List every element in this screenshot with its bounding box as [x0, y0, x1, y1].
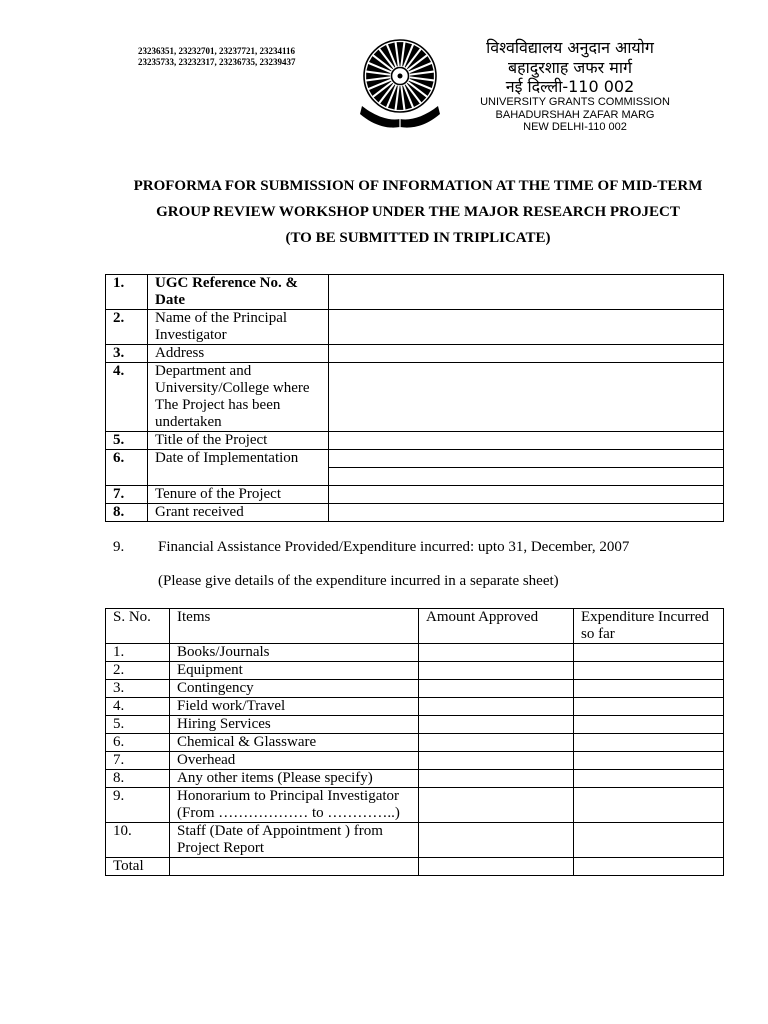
expenditure-cell — [574, 770, 724, 788]
row-sno: 6. — [106, 734, 170, 752]
amount-cell — [419, 644, 574, 662]
amount-cell — [419, 680, 574, 698]
row-sno: 2. — [106, 662, 170, 680]
field-label-principal-investigator: Name of the Principal Investigator — [148, 310, 329, 345]
amount-cell — [419, 734, 574, 752]
row-sno: 3. — [106, 680, 170, 698]
expenditure-cell — [574, 734, 724, 752]
header-items: Items — [170, 609, 419, 644]
row-item: Honorarium to Principal Investigator (From ……………… to …………..) — [170, 788, 419, 823]
phone-numbers — [138, 46, 296, 68]
expenditure-table — [105, 608, 724, 876]
item-number: 1. — [106, 275, 148, 310]
field-label-department: Department and University/College where The Project has been undertaken — [148, 363, 329, 432]
expenditure-cell — [574, 698, 724, 716]
expenditure-row — [106, 734, 724, 752]
info-row — [106, 310, 724, 345]
expenditure-row — [106, 698, 724, 716]
row-item: Staff (Date of Appointment ) from Project Report — [170, 823, 419, 858]
field-value-cell — [329, 363, 724, 432]
row-sno: 1. — [106, 644, 170, 662]
expenditure-cell — [574, 823, 724, 858]
item9-text: Financial Assistance Provided/Expenditure incurred: upto 31, December, 2007 — [158, 539, 630, 555]
emblem-ray — [397, 86, 404, 110]
expenditure-header-row — [106, 609, 724, 644]
amount-cell — [419, 823, 574, 858]
field-value-cell — [329, 345, 724, 363]
info-row — [106, 275, 724, 310]
hindi-address-block — [460, 38, 680, 97]
expenditure-cell — [574, 644, 724, 662]
row-item: Equipment — [170, 662, 419, 680]
total-amount-cell — [419, 858, 574, 876]
field-label-implementation-date: Date of Implementation — [148, 450, 329, 486]
field-label-address: Address — [148, 345, 329, 363]
phone-line: 23235733, 23232317, 23236735, 23239437 — [138, 57, 296, 67]
expenditure-cell — [574, 716, 724, 734]
expenditure-body — [106, 609, 724, 876]
info-row — [106, 345, 724, 363]
row-item: Books/Journals — [170, 644, 419, 662]
expenditure-row — [106, 662, 724, 680]
expenditure-row — [106, 752, 724, 770]
street: BAHADURSHAH ZAFAR MARG — [495, 108, 655, 121]
row-item: Hiring Services — [170, 716, 419, 734]
amount-cell — [419, 752, 574, 770]
city: NEW DELHI-110 002 — [523, 121, 627, 133]
expenditure-row — [106, 770, 724, 788]
item-number: 6. — [106, 450, 148, 486]
amount-cell — [419, 662, 574, 680]
header-amount-approved: Amount Approved — [419, 609, 574, 644]
info-row — [106, 504, 724, 522]
row-sno: 7. — [106, 752, 170, 770]
field-value-cell — [329, 310, 724, 345]
title-line: PROFORMA FOR SUBMISSION OF INFORMATION AT THE TIME OF MID-TERM — [133, 178, 703, 194]
field-label-grant-received: Grant received — [148, 504, 329, 522]
hindi-street: बहादुरशाह जफर मार्ग — [508, 57, 632, 77]
amount-cell — [419, 770, 574, 788]
row-item: Any other items (Please specify) — [170, 770, 419, 788]
item-number: 8. — [106, 504, 148, 522]
hindi-city: नई दिल्ली-110 002 — [505, 77, 635, 96]
amount-cell — [419, 788, 574, 823]
expenditure-cell — [574, 752, 724, 770]
info-row — [106, 363, 724, 432]
expenditure-row — [106, 680, 724, 698]
amount-cell — [419, 698, 574, 716]
row-sno: 10. — [106, 823, 170, 858]
field-label-project-title: Title of the Project — [148, 432, 329, 450]
row-item: Field work/Travel — [170, 698, 419, 716]
project-info-table — [105, 274, 724, 522]
total-items-cell — [170, 858, 419, 876]
title-line: GROUP REVIEW WORKSHOP UNDER THE MAJOR RESEARCH PROJECT — [156, 204, 680, 220]
expenditure-cell — [574, 680, 724, 698]
field-value-cell — [329, 504, 724, 522]
total-expenditure-cell — [574, 858, 724, 876]
field-value-cell — [329, 432, 724, 450]
item-number: 7. — [106, 486, 148, 504]
item9-number: 9. — [113, 539, 125, 555]
row-item: Overhead — [170, 752, 419, 770]
row-sno: 4. — [106, 698, 170, 716]
org-name: UNIVERSITY GRANTS COMMISSION — [480, 96, 670, 108]
emblem-hub-dot — [398, 74, 403, 79]
emblem-ray — [366, 73, 390, 80]
expenditure-row — [106, 823, 724, 858]
expenditure-row — [106, 716, 724, 734]
info-row — [106, 450, 724, 468]
expenditure-total-row — [106, 858, 724, 876]
item-number: 3. — [106, 345, 148, 363]
field-value-cell — [329, 486, 724, 504]
project-info-body — [106, 275, 724, 522]
header-sno: S. No. — [106, 609, 170, 644]
expenditure-row — [106, 644, 724, 662]
item-number: 4. — [106, 363, 148, 432]
emblem-ray — [397, 42, 404, 66]
item-number: 5. — [106, 432, 148, 450]
row-sno: 5. — [106, 716, 170, 734]
field-value-cell — [329, 468, 724, 486]
info-row — [106, 486, 724, 504]
row-item: Chemical & Glassware — [170, 734, 419, 752]
field-value-cell — [329, 450, 724, 468]
document-title — [105, 173, 731, 251]
amount-cell — [419, 716, 574, 734]
title-line: (TO BE SUBMITTED IN TRIPLICATE) — [285, 230, 551, 246]
emblem-ray — [410, 73, 434, 80]
expenditure-cell — [574, 788, 724, 823]
expenditure-row — [106, 788, 724, 823]
row-item: Contingency — [170, 680, 419, 698]
ugc-emblem-icon — [356, 38, 444, 130]
hindi-org-name: विश्वविद्यालय अनुदान आयोग — [486, 38, 654, 57]
field-value-cell — [329, 275, 724, 310]
english-address-block — [470, 96, 680, 134]
field-label-tenure: Tenure of the Project — [148, 486, 329, 504]
info-row — [106, 432, 724, 450]
phone-line: 23236351, 23232701, 23237721, 23234116 — [138, 46, 296, 56]
total-label: Total — [106, 858, 170, 876]
item9-note: (Please give details of the expenditure incurred in a separate sheet) — [158, 573, 559, 589]
row-sno: 9. — [106, 788, 170, 823]
row-sno: 8. — [106, 770, 170, 788]
item-number: 2. — [106, 310, 148, 345]
expenditure-cell — [574, 662, 724, 680]
field-label-ugc-reference: UGC Reference No. & Date — [148, 275, 329, 310]
header-expenditure-incurred: Expenditure Incurred so far — [574, 609, 724, 644]
